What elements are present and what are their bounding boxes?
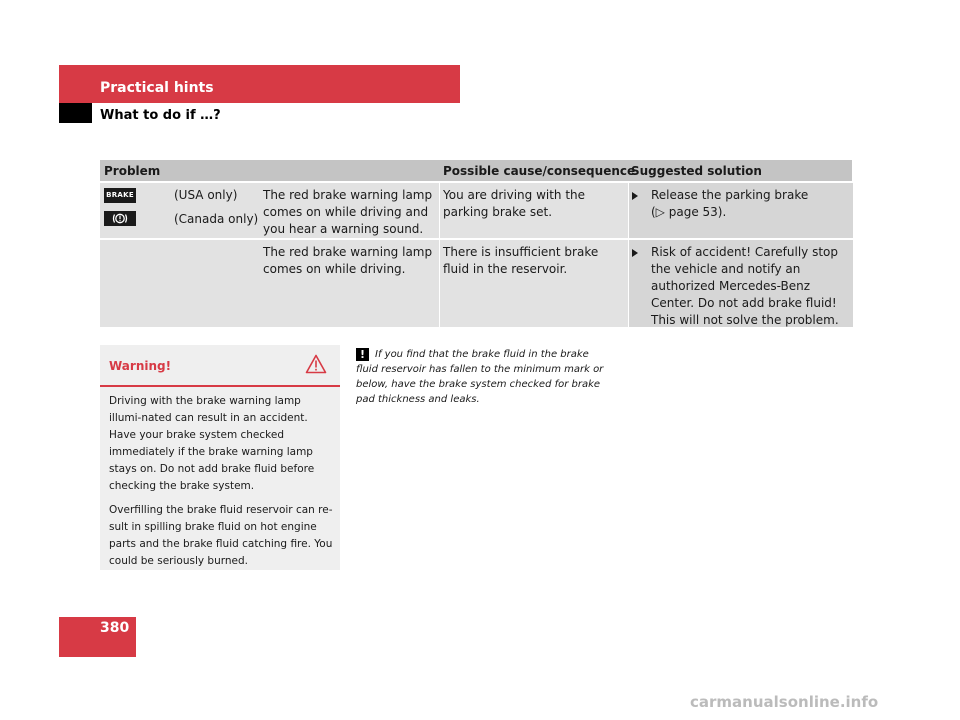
problem-text: The red brake warning lamp comes on while driving and you hear a warning sound. xyxy=(263,188,433,236)
cause-text: You are driving with the parking brake set. xyxy=(443,188,586,219)
note xyxy=(356,347,606,407)
brake-circle-icon xyxy=(104,211,136,226)
column-header-solution: Suggested solution xyxy=(631,164,762,178)
subsection-title: What to do if …? xyxy=(100,108,221,123)
problem-text: The red brake warning lamp comes on while driving. xyxy=(263,245,433,276)
bullet-arrow-icon xyxy=(632,192,638,200)
warning-body xyxy=(109,393,335,577)
cause-text: There is insufficient brake fluid in the reservoir. xyxy=(443,245,599,276)
brake-warning-icon: BRAKE xyxy=(104,188,136,203)
bullet-arrow-icon xyxy=(632,249,638,257)
usa-label: (USA only) xyxy=(174,188,238,202)
canada-label: (Canada only) xyxy=(174,212,259,226)
warning-paragraph: Driving with the brake warning lamp illumi-nated can result in an accident. Have your brake system checked immediately if the brake warning lamp stays on. Do not add brake fluid before checking the brake system. xyxy=(109,395,315,492)
warning-box xyxy=(100,345,340,570)
table-row xyxy=(100,238,852,327)
page-number: 380 xyxy=(100,620,130,636)
warning-header xyxy=(100,345,340,387)
troubleshooting-table xyxy=(100,160,852,327)
note-text: If you find that the brake fluid in the brake fluid reservoir has fallen to the minimum mark or below, have the brake system checked for brake pad thickness and leaks. xyxy=(356,349,604,405)
table-row xyxy=(100,181,852,238)
footer-watermark: carmanualsonline.info xyxy=(690,693,879,711)
solution-text: Release the parking brake (▷ page 53). xyxy=(651,188,809,219)
table-header xyxy=(100,160,852,181)
warning-label: Warning! xyxy=(109,359,172,373)
column-header-problem: Problem xyxy=(104,164,161,178)
header-marker xyxy=(59,103,92,123)
exclamation-icon: ! xyxy=(356,348,369,361)
solution-text: Risk of accident! Carefully stop the vehicle and notify an authorized Mercedes-Benz Center. Do not add brake fluid! This will not solve the problem. xyxy=(651,245,839,327)
column-header-cause: Possible cause/consequence xyxy=(443,164,636,178)
warning-paragraph: Overfilling the brake fluid reservoir can re-sult in spilling brake fluid on hot engine parts and the brake fluid catching fire. You could be seriously burned. xyxy=(109,504,333,567)
section-title: Practical hints xyxy=(100,80,214,96)
warning-triangle-icon xyxy=(305,354,327,374)
